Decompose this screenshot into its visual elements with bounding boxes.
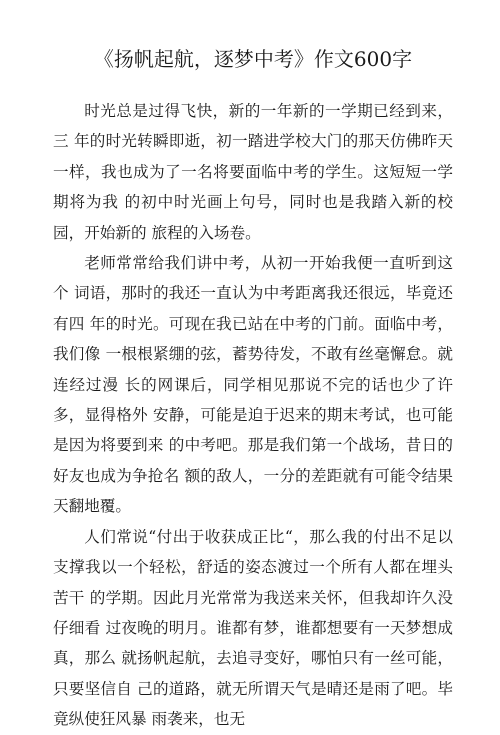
paragraph-2: 老师常常给我们讲中考，从初一开始我便一直听到这个 词语，那时的我还一直认为中考距离我还很远，毕竟还有四 年的时光。可现在我已站在中考的门前。面临中考，我们像 一根根紧绷的弦，蓄势待发，不敢有丝毫懈怠。就连经过漫 长的网课后，同学相见那说不完的话也少了许多，显得格外 安静，可能是迫于迟来的期末考试，也可能是因为将要到来 的中考吧。那是我们第一个战场，昔日的好友也成为争抢名 额的敌人，一分的差距就有可能令结果天翻地覆。 <box>53 254 453 516</box>
document-title: 《扬帆起航，逐梦中考》作文600字 <box>93 47 413 71</box>
paragraph-1: 时光总是过得飞快，新的一年新的一学期已经到来，三 年的时光转瞬即逝，初一踏进学校大门的那天仿佛昨天一样，我也成为了一名将要面临中考的学生。这短短一学期将为我 的初中时光画上句号，同时也是我踏入新的校园，开始新的 旅程的入场卷。 <box>53 102 453 242</box>
paragraph-3: 人们常说“付出于收获成正比“，那么我的付出不足以支撑我以一个轻松，舒适的姿态渡过一个所有人都在埋头苦干 的学期。因此月光常常为我送来关怀，但我却许久没仔细看 过夜晚的明月。谁都有梦，谁都想要有一天梦想成真，那么 就扬帆起航，去追寻变好，哪怕只有一丝可能，只要坚信自 己的道路，就无所谓天气是晴还是雨了吧。毕竟纵使狂风暴 雨袭来，也无 <box>53 527 453 729</box>
document-body <box>53 96 453 735</box>
